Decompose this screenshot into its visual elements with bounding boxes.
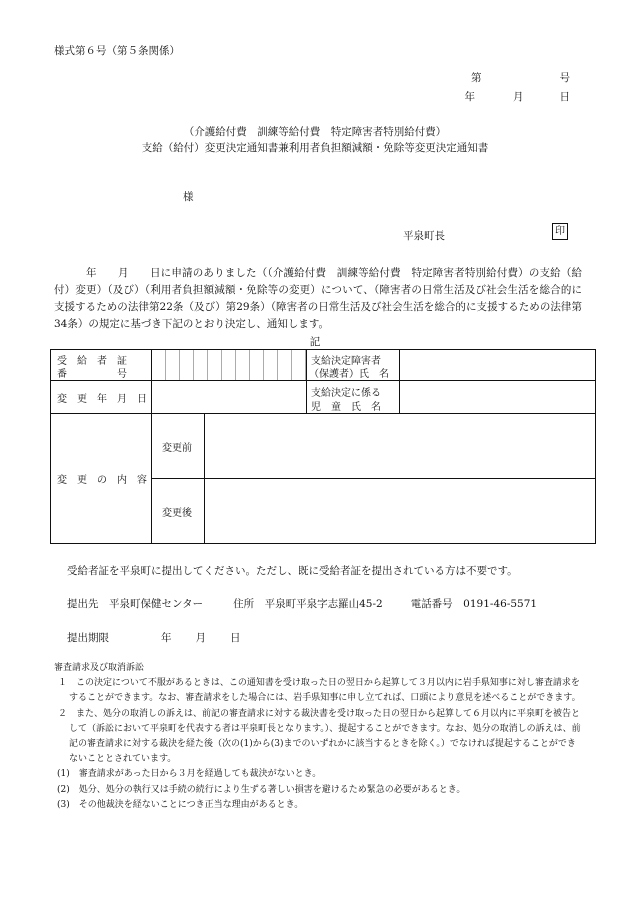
appeal-section: [54, 661, 584, 813]
deadline-label: 提出期限: [67, 632, 109, 644]
child-label-cell: [307, 381, 400, 414]
deadline-day: 日: [230, 632, 241, 644]
change-date-label: 変 更 年 月 日: [57, 394, 147, 405]
change-content-label: 変 更 の 内 容: [57, 475, 147, 486]
destination-label: 提出先 平泉町保健センター: [67, 598, 204, 610]
seal-mark: 印: [552, 223, 568, 240]
child-value-cell: [400, 381, 595, 414]
child-label-2: 児 童 氏 名: [311, 402, 381, 413]
change-content-label-cell: [51, 414, 152, 543]
appeal-heading: 審査請求及び取消訴訟: [54, 663, 145, 673]
notice-body: 年 月 日に申請のありました（（介護給付費 訓練等給付費 特定障害者特別給付費）の支給（給付）変更）（及び）（利用者負担額減額・免除等の変更）について、（障害者の日常生活及び社会生活を総合的に支援するための法律第22条（及び）第29条）（障害者の日常生活及び社会生活を総合的に支援するための法律第34条）の規定に基づき下記のとおり決定し、通知します。: [54, 267, 582, 330]
appeal-condition-2: (2) 処分、処分の執行又は手続の続行により生ずる著しい損害を避けるため緊急の必要があるとき。: [57, 784, 466, 795]
change-date-label-cell: [51, 381, 152, 414]
deadline-year: 年: [161, 632, 172, 644]
decided-person-label-cell: [307, 350, 400, 381]
form-number: 様式第６号（第５条関係）: [54, 45, 180, 57]
recipient-cert-label-cell: [51, 350, 152, 381]
notice-number: [471, 70, 570, 85]
issuer-name: 平泉町長: [403, 230, 445, 242]
appeal-condition-3: (3) その他裁決を経ないことにつき正当な理由があるとき。: [57, 799, 304, 810]
title-line-2: 支給（給付）変更決定通知書兼利用者負担額減額・免除等変更決定通知書: [141, 142, 489, 154]
destination-line: [67, 596, 537, 611]
digit-dividers: [152, 350, 306, 380]
recipient-cert-label-1: 受 給 者 証: [57, 356, 127, 367]
date-month: 月: [513, 91, 524, 103]
before-value-cell: [205, 414, 595, 479]
decided-person-value-cell: [400, 350, 595, 381]
title-line-1: （介護給付費 訓練等給付費 特定障害者特別給付費）: [183, 126, 447, 138]
appeal-condition-1: (1) 審査請求があった日から３月を経過しても裁決がないとき。: [57, 769, 322, 780]
decided-person-label-1: 支給決定障害者: [311, 356, 381, 367]
recipient-cert-label-2: 番 号: [57, 369, 127, 380]
number-prefix: 第: [471, 72, 482, 84]
before-label: 変更前: [162, 443, 192, 454]
appeal-paragraph-1: １ この決定について不服があるときは、この通知書を受け取った日の翌日から起算して３月以内に岩手県知事に対し審査請求をすることができます。なお、審査請求をした場合には、岩手県知事に申し立てれば、口頭により意見を述べることができます。: [58, 678, 581, 704]
child-label-1: 支給決定に係る: [311, 388, 381, 399]
deadline-month: 月: [195, 632, 206, 644]
destination-address: 住所 平泉町平泉字志羅山45-2: [233, 598, 383, 610]
after-label: 変更後: [162, 508, 192, 519]
appeal-paragraph-2: ２ また、処分の取消しの訴えは、前記の審査請求に対する裁決書を受け取った日の翌日から起算して６月以内に平泉町を被告として（訴訟において平泉町を代表する者は平泉町長となります。）、提起することができます。なお、処分の取消しの訴えは、前記の審査請求に対する裁決を経た後（次の(1)から(3)までのいずれかに該当するときを除く。）でなければ提起することができないこととされています。: [58, 708, 581, 765]
number-suffix: 号: [559, 72, 570, 84]
before-label-cell: [152, 414, 205, 479]
after-value-cell: [205, 479, 595, 543]
submit-notice: 受給者証を平泉町に提出してください。ただし、既に受給者証を提出されている方は不要です。: [67, 565, 518, 577]
recipient-cert-number-cell: [152, 350, 307, 381]
issue-date: [465, 89, 571, 104]
decision-table: [50, 349, 596, 544]
date-day: 日: [559, 91, 570, 103]
change-date-value-cell: [152, 381, 307, 414]
decided-person-label-2: （保護者）氏 名: [309, 369, 389, 380]
addressee-suffix: 様: [183, 191, 194, 203]
deadline-line: [67, 630, 241, 645]
date-year: 年: [464, 91, 475, 103]
ki-heading: 記: [309, 336, 321, 348]
destination-phone: 電話番号 0191-46-5571: [410, 598, 538, 610]
after-label-cell: [152, 479, 205, 543]
